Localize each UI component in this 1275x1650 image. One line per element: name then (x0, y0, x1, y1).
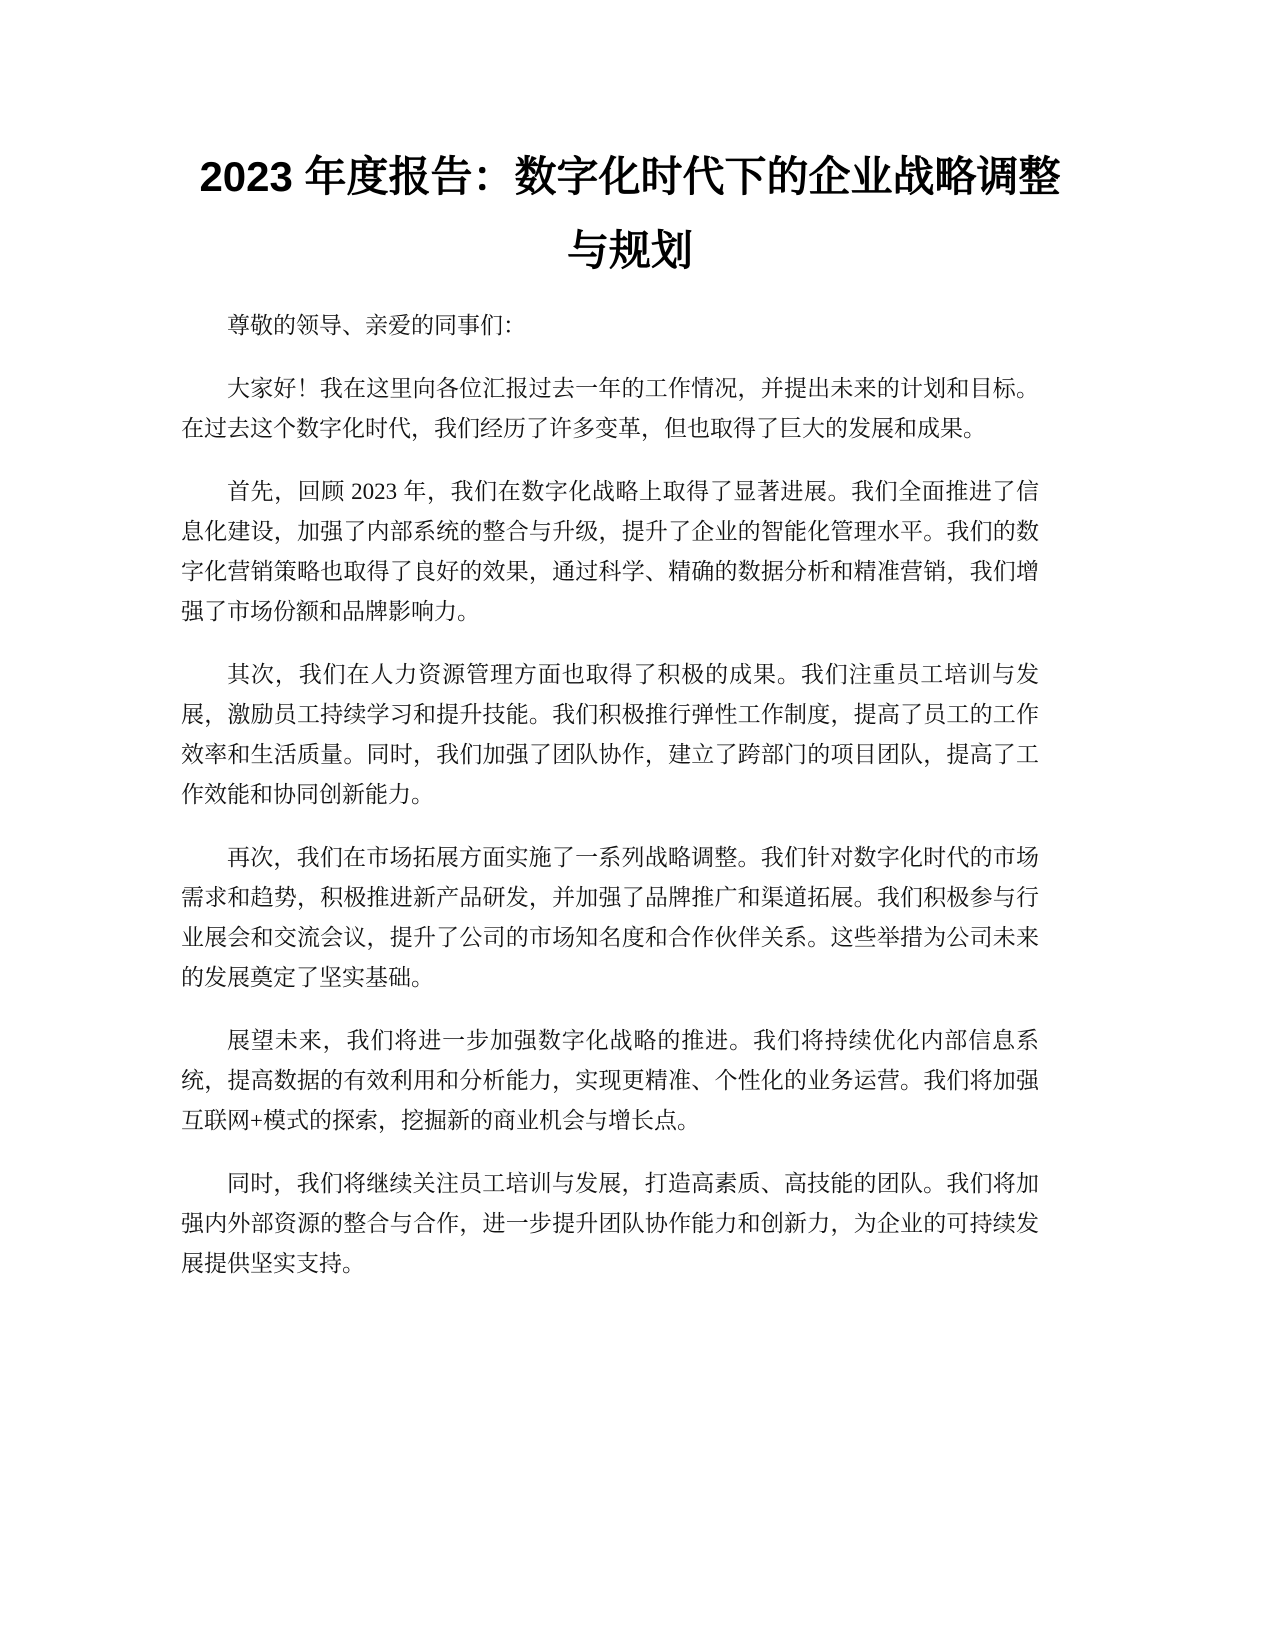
document-title: 2023 年度报告：数字化时代下的企业战略调整与规划 (199, 153, 1061, 274)
salutation: 尊敬的领导、亲爱的同事们： (227, 313, 526, 338)
document-body (181, 306, 1039, 1307)
paragraph: 大家好！我在这里向各位汇报过去一年的工作情况，并提出未来的计划和目标。在过去这个数字化时代，我们经历了许多变革，但也取得了巨大的发展和成果。 (181, 376, 1039, 441)
paragraph: 其次，我们在人力资源管理方面也取得了积极的成果。我们注重员工培训与发展，激励员工持续学习和提升技能。我们积极推行弹性工作制度，提高了员工的工作效率和生活质量。同时，我们加强了团队协作，建立了跨部门的项目团队，提高了工作效能和协同创新能力。 (181, 662, 1039, 807)
paragraph: 同时，我们将继续关注员工培训与发展，打造高素质、高技能的团队。我们将加强内外部资源的整合与合作，进一步提升团队协作能力和创新力，为企业的可持续发展提供坚实支持。 (181, 1171, 1039, 1276)
paragraph: 再次，我们在市场拓展方面实施了一系列战略调整。我们针对数字化时代的市场需求和趋势，积极推进新产品研发，并加强了品牌推广和渠道拓展。我们积极参与行业展会和交流会议，提升了公司的市场知名度和合作伙伴关系。这些举措为公司未来的发展奠定了坚实基础。 (181, 845, 1039, 990)
paragraph: 展望未来，我们将进一步加强数字化战略的推进。我们将持续优化内部信息系统，提高数据的有效利用和分析能力，实现更精准、个性化的业务运营。我们将加强互联网+模式的探索，挖掘新的商业机会与增长点。 (181, 1028, 1039, 1133)
paragraph: 首先，回顾 2023 年，我们在数字化战略上取得了显著进展。我们全面推进了信息化建设，加强了内部系统的整合与升级，提升了企业的智能化管理水平。我们的数字化营销策略也取得了良好的效果，通过科学、精确的数据分析和精准营销，我们增强了市场份额和品牌影响力。 (181, 479, 1039, 624)
